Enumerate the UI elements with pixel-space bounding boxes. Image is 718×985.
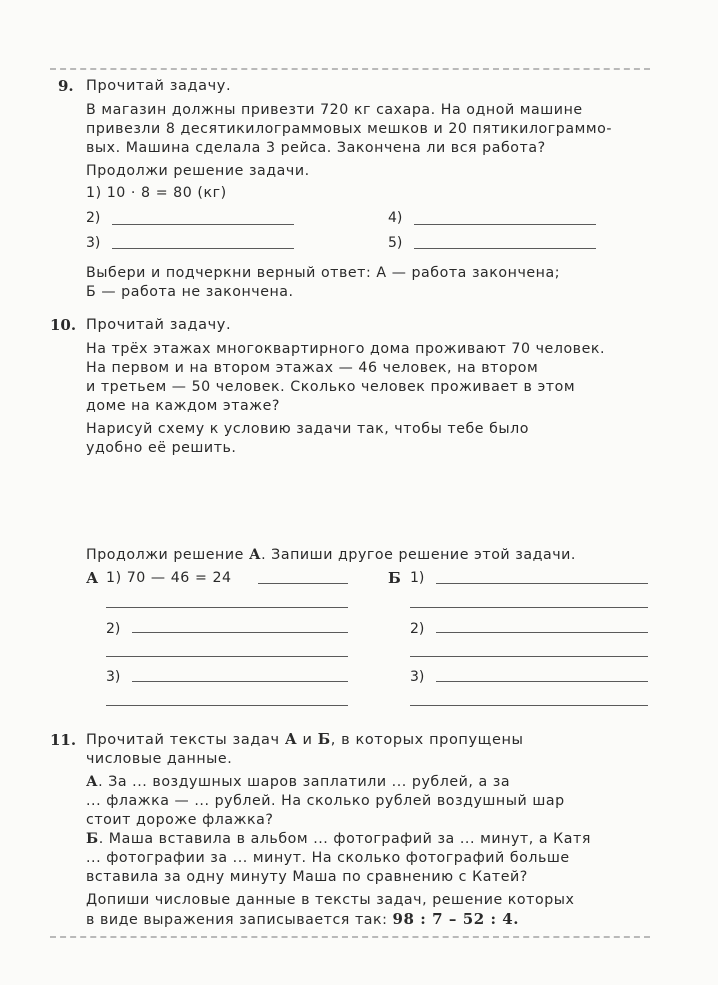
task-11-problem-b-text-1: . Маша вставила в альбом ... фотографий за ... минут, а Катя: [98, 831, 591, 847]
task-10-solution-b-line-1a[interactable]: [436, 583, 648, 584]
task-11-title-post: , в которых пропущены: [330, 732, 524, 748]
task-11-title-a: А: [284, 731, 298, 748]
task-10-solution-b-step-3-label: 3): [410, 669, 425, 685]
task-10-text-line-4: доме на каждом этаже?: [86, 398, 280, 414]
task-10-solution-b-label: Б: [388, 569, 401, 587]
task-9-step-1: 1) 10 · 8 = 80 (кг): [86, 185, 227, 201]
task-11-problem-a-line-1: [86, 773, 510, 791]
task-11-problem-a-line-2: ... флажка — ... рублей. На сколько рублей воздушный шар: [86, 793, 565, 809]
task-10-continue-instruction: [86, 546, 576, 564]
task-9-step-3-answer-line[interactable]: [112, 248, 294, 249]
task-10-number: 10.: [50, 316, 77, 334]
task-10-solution-a-line-3a[interactable]: [132, 681, 348, 682]
task-9-answer-prompt: Выбери и подчеркни верный ответ: А — работа закончена;: [86, 265, 561, 281]
task-10-solution-b-line-2a[interactable]: [436, 632, 648, 633]
task-9-answer-prompt-line-2: Б — работа не закончена.: [86, 284, 294, 300]
task-10-text-line-1: На трёх этажах многоквартирного дома проживают 70 человек.: [86, 341, 606, 357]
task-9-step-2-answer-line[interactable]: [112, 224, 294, 225]
task-10-continue-a: А: [248, 547, 262, 563]
task-9-step-5-label: 5): [388, 235, 403, 251]
task-11-title-pre: Прочитай тексты задач: [86, 732, 285, 748]
task-10-solution-a-line-3b[interactable]: [106, 705, 348, 706]
task-9-text-line-2: привезли 8 десятикилограммовых мешков и 20 пятикилограммо-: [86, 121, 612, 137]
task-10-solution-b-step-2-label: 2): [410, 621, 425, 637]
task-10-text-line-3: и третьем — 50 человек. Сколько человек проживает в этом: [86, 379, 576, 395]
task-11-problem-b-line-3: вставила за одну минуту Маша по сравнению с Катей?: [86, 869, 528, 885]
task-10-title: Прочитай задачу.: [86, 317, 232, 333]
bottom-dashed-divider: [50, 936, 650, 938]
task-10-solution-a-label: А: [86, 569, 99, 587]
task-10-solution-a-step-1: 1) 70 — 46 = 24: [106, 570, 232, 586]
task-11-number: 11.: [50, 731, 77, 749]
task-11-title-b: Б: [317, 731, 331, 748]
task-10-continue-post: . Запиши другое решение этой задачи.: [261, 547, 576, 563]
task-9-instruction: Продолжи решение задачи.: [86, 163, 310, 179]
task-10-instruction-line-1: Нарисуй схему к условию задачи так, чтобы тебе было: [86, 421, 530, 437]
task-11-problem-a-label: А: [86, 774, 99, 790]
task-9-text-line-3: вых. Машина сделала 3 рейса. Закончена ли вся работа?: [86, 140, 546, 156]
task-9-number: 9.: [58, 77, 74, 95]
top-dashed-divider: [50, 68, 650, 70]
task-10-solution-b-line-1b[interactable]: [410, 607, 648, 608]
task-10-solution-b-step-1-label: 1): [410, 570, 425, 586]
task-10-solution-a-line-2a[interactable]: [132, 632, 348, 633]
task-9-text-line-1: В магазин должны привезти 720 кг сахара. На одной машине: [86, 102, 583, 118]
task-10-solution-b-line-2b[interactable]: [410, 656, 648, 657]
task-9-step-4-label: 4): [388, 210, 403, 226]
task-10-drawing-area[interactable]: [86, 462, 646, 542]
task-9-step-2-label: 2): [86, 210, 101, 226]
task-11-problem-b-line-1: [86, 830, 591, 848]
task-10-text-line-2: На первом и на втором этажах — 46 человек, на втором: [86, 360, 539, 376]
task-9-title: Прочитай задачу.: [86, 78, 232, 94]
task-11-expression: 98 : 7 – 52 : 4.: [392, 910, 520, 928]
task-10-solution-a-line-2b[interactable]: [106, 656, 348, 657]
task-10-instruction-line-2: удобно её решить.: [86, 440, 237, 456]
task-11-final-line-1: Допиши числовые данные в тексты задач, решение которых: [86, 892, 575, 908]
task-11-problem-b-label: Б: [86, 831, 99, 847]
task-11-final-pre: в виде выражения записывается так:: [86, 912, 393, 928]
task-10-solution-a-line-1b[interactable]: [106, 607, 348, 608]
task-10-solution-b-line-3b[interactable]: [410, 705, 648, 706]
task-10-solution-b-line-3a[interactable]: [436, 681, 648, 682]
task-10-solution-a-step-2-label: 2): [106, 621, 121, 637]
task-11-title: [86, 731, 524, 749]
task-11-title-line-2: числовые данные.: [86, 751, 233, 767]
task-11-problem-a-line-3: стоит дороже флажка?: [86, 812, 274, 828]
task-10-solution-a-step-1-line[interactable]: [258, 583, 348, 584]
task-10-continue-pre: Продолжи решение: [86, 547, 249, 563]
task-9-step-4-answer-line[interactable]: [414, 224, 596, 225]
task-11-final-line-2: [86, 910, 519, 929]
task-11-problem-a-text-1: . За ... воздушных шаров заплатили ... рублей, а за: [98, 774, 511, 790]
task-9-step-5-answer-line[interactable]: [414, 248, 596, 249]
task-10-solution-a-step-3-label: 3): [106, 669, 121, 685]
task-9-step-3-label: 3): [86, 235, 101, 251]
task-11-title-mid: и: [297, 732, 318, 748]
task-11-problem-b-line-2: ... фотографии за ... минут. На сколько фотографий больше: [86, 850, 570, 866]
